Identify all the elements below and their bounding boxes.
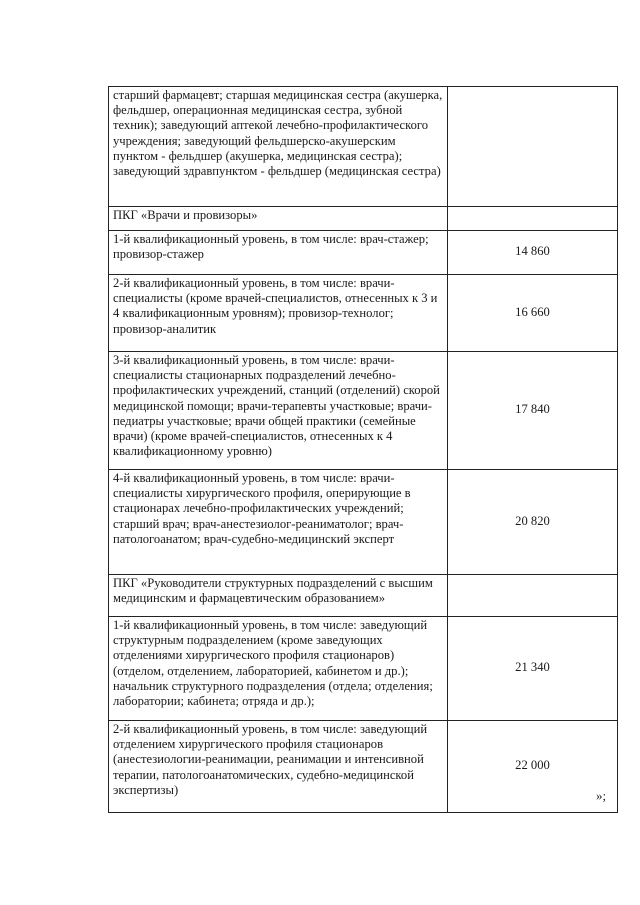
salary-amount: 22 000 xyxy=(448,721,618,813)
group-heading: ПКГ «Руководители структурных подразделений с высшим медицинским и фармацевтическим образованием» xyxy=(109,575,448,617)
table-row xyxy=(109,617,618,721)
position-description: 3-й квалификационный уровень, в том числе: врачи-специалисты стационарных подразделений лечебно-профилактических учреждений, станций (отделений) скорой медицинской помощи; врачи-терапевты участковые; врачи-педиатры участковые; врачи общей практики (семейные врачи) (кроме врачей-специалистов, отнесенных к 4 квалификационному уровню) xyxy=(109,352,448,470)
salary-table xyxy=(108,86,618,813)
closing-quote-mark: »; xyxy=(596,788,607,803)
salary-amount xyxy=(448,87,618,207)
table-row xyxy=(109,575,618,617)
salary-amount: 17 840 xyxy=(448,352,618,470)
table-row xyxy=(109,470,618,575)
table-row xyxy=(109,721,618,813)
group-heading: ПКГ «Врачи и провизоры» xyxy=(109,207,448,231)
table-row xyxy=(109,207,618,231)
table-row xyxy=(109,87,618,207)
position-description: 2-й квалификационный уровень, в том числе: врачи-специалисты (кроме врачей-специалистов, отнесенных к 3 и 4 квалификационным уровням); провизор-технолог; провизор-аналитик xyxy=(109,275,448,352)
salary-amount xyxy=(448,575,618,617)
position-description: старший фармацевт; старшая медицинская сестра (акушерка, фельдшер, операционная медицинская сестра, зубной техник); заведующий аптекой лечебно-профилактического учреждения; заведующий фельдшерско-акушерским пунктом - фельдшер (акушерка, медицинская сестра); заведующий здравпунктом - фельдшер (медицинская сестра) xyxy=(109,87,448,207)
salary-amount: 20 820 xyxy=(448,470,618,575)
position-description: 2-й квалификационный уровень, в том числе: заведующий отделением хирургического профиля стационаров (анестезиологии-реанимации, реанимации и интенсивной терапии, патологоанатомических, судебно-медицинской экспертизы) xyxy=(109,721,448,813)
position-description: 4-й квалификационный уровень, в том числе: врачи-специалисты хирургического профиля, оперирующие в стационарах лечебно-профилактических учреждений; старший врач; врач-анестезиолог-реаниматолог; врач-патологоанатом; врач-судебно-медицинский эксперт xyxy=(109,470,448,575)
position-description: 1-й квалификационный уровень, в том числе: заведующий структурным подразделением (кроме заведующих отделениями хирургического профиля стационаров) (отделом, отделением, лабораторией, кабинетом и др.); начальник структурного подразделения (отдела; отделения; лаборатории; кабинета; отряда и др.); xyxy=(109,617,448,721)
salary-amount: 21 340 xyxy=(448,617,618,721)
salary-amount: 16 660 xyxy=(448,275,618,352)
table-row xyxy=(109,275,618,352)
position-description: 1-й квалификационный уровень, в том числе: врач-стажер; провизор-стажер xyxy=(109,231,448,275)
table-row xyxy=(109,352,618,470)
salary-amount xyxy=(448,207,618,231)
table-row xyxy=(109,231,618,275)
salary-amount: 14 860 xyxy=(448,231,618,275)
